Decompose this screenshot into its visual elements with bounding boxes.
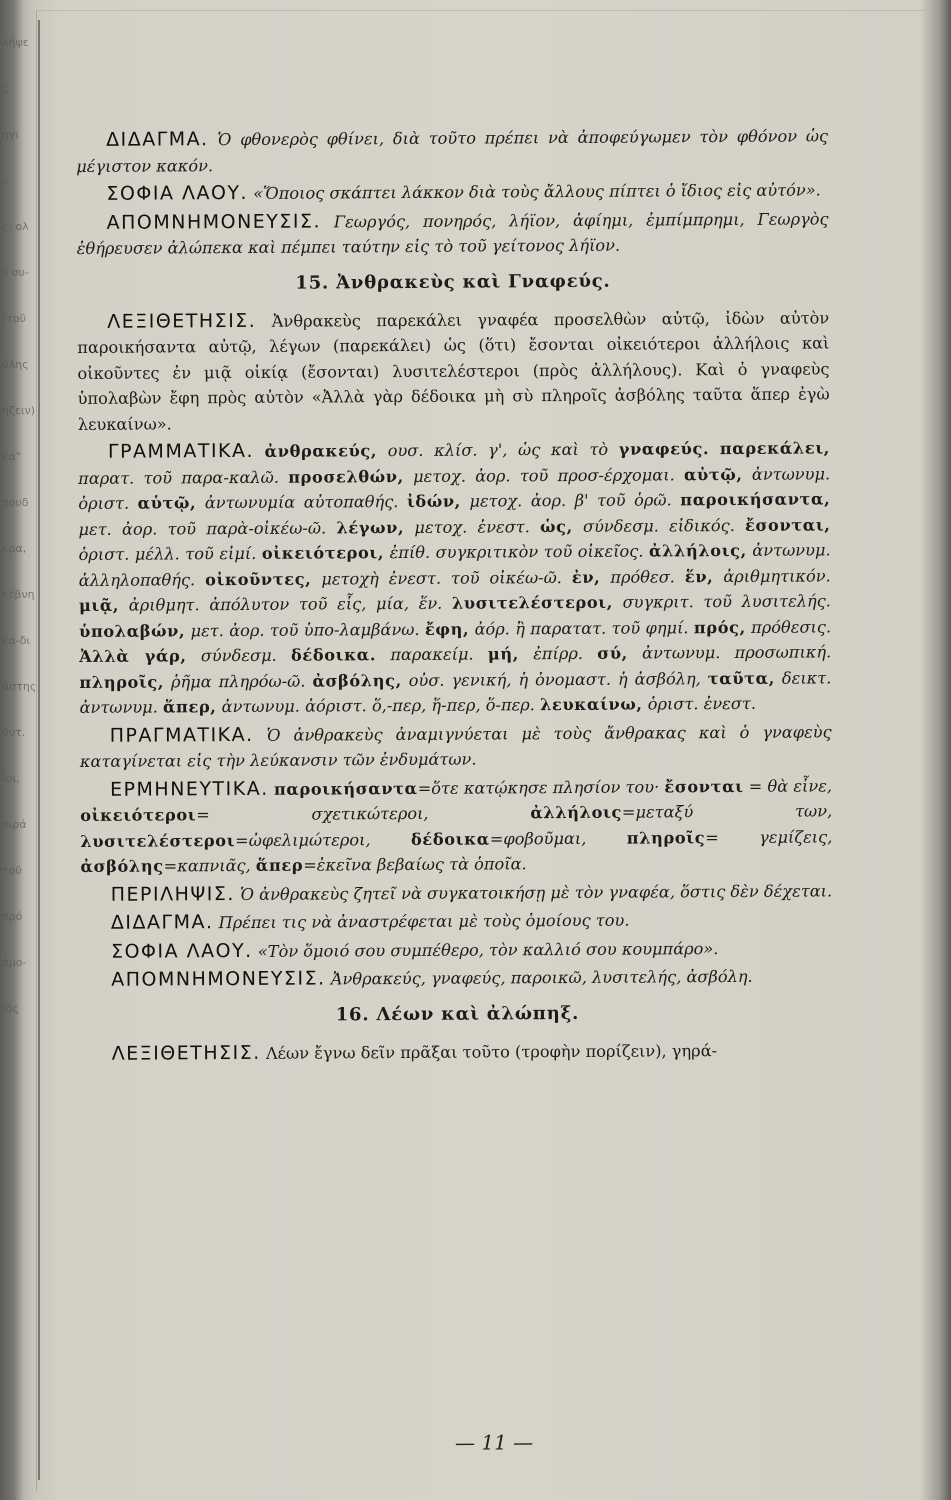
term: ὑπολαβών,: [79, 620, 186, 641]
term: ἐν,: [571, 567, 601, 587]
gloss: ὁριστ. μέλλ. τοῦ εἰμί.: [78, 543, 262, 564]
section-text: Ὁ ἀνθρακεὺς ζητεῖ νὰ συγκατοικήσῃ μὲ τὸν γναφέα, ὅστις δὲν δέχεται.: [240, 880, 833, 904]
gloss: ἀόρ. ἢ παρατατ. τοῦ φημί.: [469, 617, 694, 639]
section-text: Λέων ἔγνω δεῖν πρᾶξαι τοῦτο (τροφὴν πορίζειν), γηρά-: [265, 1040, 718, 1063]
section-text: «Τὸν ὅμοιό σου συμπέθερο, τὸν καλλιό σου κουμπάρο».: [257, 938, 719, 961]
gloss: ἀντωνυμ. ὁριστ.: [78, 463, 831, 513]
term: προσελθών,: [288, 466, 404, 487]
margin-fragment: ν συ-: [2, 266, 29, 279]
section-text: Ἀνθρακεὺς παρεκάλει γναφέα προσελθὼν αὐτῷ, ἰδὼν αὐτὸν παροικήσαντα αὐτῷ, λέγων (παρεκάλει) ὡς (ὅτι) ἔσονται οἰκειότεροι ἀλλήλοις καὶ οἰκοῦντες ἐν μιᾷ οἰκίᾳ (ἔσονται) λυσιτελέστεροι (πρὸς ἀλλήλους). Καὶ ὁ γναφεὺς ὑπολαβὼν ἔφη πρὸς αὐτὸν «Ἀλλὰ γὰρ δέδοικα μὴ σὺ πληροῖς ἀσβόλης ταῦτα ἅπερ ἐγὼ λευκαίνω».: [77, 307, 830, 434]
lexithetisis-16: [82, 1037, 834, 1067]
margin-fragment: ΐοι,: [2, 772, 20, 785]
section-label: ΣΟΦΙΑ ΛΑΟΥ.: [110, 939, 253, 963]
text-section: [81, 963, 833, 993]
lexithetisis-15: [77, 305, 830, 437]
margin-fragment: λήψε: [2, 36, 29, 49]
perilipsis-section: [81, 878, 833, 908]
term: λέγων,: [336, 517, 405, 537]
page-text: [76, 123, 834, 1455]
margin-fragment: ς, ολ: [2, 220, 29, 233]
term: λευκαίνω,: [539, 694, 643, 715]
fable-16-heading: 16. Λέων καὶ ἀλώπηξ.: [335, 1002, 580, 1025]
gloss: =ὅτε κατῴκησε πλησίον του·: [417, 776, 665, 798]
margin-fragment: ν: [2, 174, 9, 187]
gloss: =καπνιᾶς,: [163, 855, 256, 876]
gloss: μετοχ. ἐνεστ.: [404, 516, 541, 537]
section-label: ΔΙΔΑΓΜΑ.: [106, 128, 209, 151]
term: ἀλλήλοις,: [648, 540, 747, 561]
margin-fragment: πρό: [2, 910, 23, 923]
gloss: =μεταξύ των,: [621, 801, 833, 822]
section-label: ΔΙΔΑΓΜΑ.: [110, 911, 214, 934]
gloss: ουσ. κλίσ. γ', ὡς καὶ τὸ: [376, 439, 619, 461]
gloss: ἐπίρρ.: [518, 643, 598, 664]
page-number: — 11 —: [454, 1430, 534, 1455]
margin-fragment: κρα,: [2, 542, 27, 555]
term: πληροῖς,: [79, 671, 165, 692]
margin-fragment: ὁμο-: [2, 956, 27, 969]
gloss: ἀντωνυμία αὐτοπαθής.: [196, 491, 408, 513]
term: μιᾷ,: [78, 595, 120, 615]
term: οἰκειότεροι,: [261, 543, 385, 563]
term: γναφεύς.: [618, 439, 710, 459]
term: λυσιτελέστεροι: [80, 830, 236, 851]
section-text: Ὁ φθονερὸς φθίνει, διὰ τοῦτο πρέπει νὰ ἀποφεύγωμεν τὸν φθόνον ὡς μέγιστον κακόν.: [76, 126, 829, 176]
fable-15-heading: 15. Ἀνθρακεὺς καὶ Γναφεύς.: [295, 270, 611, 294]
section-label: ΛΕΞΙΘΕΤΗΣΙΣ.: [111, 1041, 261, 1065]
term: αὐτῷ,: [683, 464, 743, 484]
gloss: οὐσ. γενική, ἡ ὀνομαστ. ἡ ἀσβόλη,: [401, 668, 708, 690]
margin-fragment: θυτ.: [2, 726, 26, 739]
term: ἔσονται,: [744, 514, 831, 535]
margin-fragment: ήζειν): [2, 404, 36, 417]
closing-sections: [81, 906, 833, 993]
term: ἀλλήλοις: [530, 802, 622, 823]
gloss: ἀντωνυμ. ἀλληλοπαθής.: [78, 540, 831, 590]
margin-fragment: κα-δι: [2, 634, 31, 647]
term: σύ,: [597, 643, 628, 663]
gloss: συγκριτ. τοῦ λυσιτελής.: [612, 591, 831, 612]
term: ἔφη,: [424, 619, 470, 639]
margin-fragment: ἰός: [2, 1002, 19, 1015]
term: οἰκειότεροι: [80, 805, 197, 825]
gloss: ἀριθμητ. ἀπόλυτον τοῦ εἷς, μία, ἕν.: [119, 593, 452, 615]
term: ὡς,: [540, 516, 573, 536]
term: ἔσονται: [664, 776, 744, 796]
pragmatika-section: [80, 719, 832, 775]
section-text: Ἀνθρακεύς, γναφεύς, παροικῶ, λυσιτελής, ἀσβόλη.: [330, 966, 753, 989]
margin-fragment: όλης: [2, 358, 29, 371]
term: αὑτῷ,: [137, 493, 197, 513]
gloss: παρατ. τοῦ παρα-καλῶ.: [78, 467, 289, 488]
text-section: [76, 123, 828, 179]
margin-fragment: ς: [2, 82, 9, 95]
gloss: = σχετικώτεροι,: [196, 803, 531, 825]
section-label: ΑΠΟΜΝΗΜΟΝΕΥΣΙΣ.: [106, 210, 322, 234]
term: λυσιτελέστεροι,: [451, 592, 613, 613]
gloss: [709, 439, 720, 458]
gloss: μετοχ. ἀορ. β' τοῦ ὁρῶ.: [460, 490, 681, 511]
gloss: σύνδεσμ. εἰδικός.: [572, 515, 746, 536]
gloss: σύνδεσμ.: [186, 645, 292, 666]
term: παροικήσαντα: [273, 778, 418, 799]
text-section: [77, 206, 829, 262]
gloss: =ἐκεῖνα βεβαίως τὰ ὁποῖα.: [303, 854, 527, 875]
gloss: = γεμίζεις,: [705, 826, 833, 847]
gloss: πρόθεσις.: [745, 616, 832, 637]
gloss: = θὰ εἶνε,: [743, 775, 833, 796]
gloss: μετ. ἀορ. τοῦ ὑπο-λαμβάνω.: [185, 619, 425, 640]
term: ἀσβόλης: [80, 856, 164, 876]
term: μή,: [487, 644, 519, 664]
term: παροικήσαντα,: [680, 489, 831, 510]
text-section: [76, 177, 828, 207]
margin-fragment: κέβνη: [2, 588, 35, 601]
term: οἰκοῦντες,: [205, 569, 312, 589]
adjacent-page-edge: [0, 20, 40, 1480]
gloss: ἐπίθ. συγκριτικὸν τοῦ οἰκεῖος.: [384, 541, 650, 563]
section-label: ΓΡΑΜΜΑΤΙΚΑ.: [107, 439, 255, 463]
term: ταῦτα,: [707, 668, 775, 688]
section-text: Γεωργός, πονηρός, λήϊον, ἀφίημι, ἐμπίμπρημι, Γεωργὸς ἐθήρευσεν ἀλώπεκα καὶ πέμπει ταύτην εἰς τὸ τοῦ γείτονος λήϊον.: [76, 208, 829, 258]
section-label: ΑΠΟΜΝΗΜΟΝΕΥΣΙΣ.: [111, 967, 326, 991]
section-label: ΠΕΡΙΛΗΨΙΣ.: [110, 882, 235, 906]
gloss: δεικτ. ἀντωνυμ.: [79, 667, 832, 717]
gloss: ὁριστ. ἐνεστ.: [642, 693, 757, 714]
term: ἰδών,: [406, 491, 461, 511]
section-text: Πρέπει τις νὰ ἀναστρέφεται μὲ τοὺς ὁμοίους του.: [218, 910, 630, 933]
term: δέδοικα: [410, 828, 490, 849]
gloss: ἀριθμητικόν.: [713, 565, 831, 586]
gloss: ἀντωνυμ. προσωπική.: [627, 642, 832, 663]
text-section: [81, 935, 833, 965]
margin-fragment: τοῦ: [2, 864, 22, 877]
margin-fragment: ηγι: [2, 128, 20, 141]
term: πληροῖς: [626, 827, 706, 848]
margin-fragment: ἀστης: [2, 680, 37, 693]
gloss: ῥῆμα πληρόω-ῶ.: [163, 671, 313, 691]
section-text: «Ὅποιος σκάπτει λάκκον διὰ τοὺς ἄλλους πίπτει ὁ ἴδιος εἰς αὐτόν».: [253, 180, 821, 203]
gloss: πρόθεσ.: [600, 566, 685, 587]
term: ἅπερ,: [162, 697, 217, 717]
grammatika-section: [78, 435, 832, 720]
margin-fragment: (τοῦ: [2, 312, 27, 325]
ermineutika-section: [80, 773, 833, 880]
section-label: ΣΟΦΙΑ ΛΑΟΥ.: [106, 181, 249, 205]
term: πρός,: [693, 617, 746, 637]
term: παρεκάλει,: [719, 438, 831, 459]
term: ἅπερ: [255, 855, 304, 875]
gloss: ἀντωνυμ. ἀόριστ. ὅ,-περ, ἥ-περ, ὅ-περ.: [216, 695, 541, 717]
gloss: παρακείμ.: [376, 644, 488, 665]
section-text: Ὁ ἀνθρακεὺς ἀναμιγνύεται μὲ τοὺς ἄνθρακας καὶ ὁ γναφεὺς καταγίνεται εἰς τὴν λεύκανσιν τῶν ἐνδυμάτων.: [79, 721, 832, 771]
section-label: ΠΡΑΓΜΑΤΙΚΑ.: [109, 723, 254, 747]
term: ἕν,: [684, 566, 714, 586]
section-label: ΛΕΞΙΘΕΤΗΣΙΣ.: [107, 309, 257, 333]
term: Ἀλλὰ γάρ,: [79, 646, 187, 666]
intro-sections: [76, 123, 829, 261]
margin-fragment: κα": [2, 450, 21, 463]
term: ἀνθρακεύς,: [264, 441, 378, 461]
gloss: μετ. ἀορ. τοῦ παρὰ-οἰκέω-ῶ.: [78, 517, 337, 539]
margin-fragment: πιρά: [2, 818, 27, 831]
term: ἀσβόλης,: [312, 670, 402, 691]
text-section: [81, 906, 833, 936]
gloss: μετοχ. ἀορ. τοῦ προσ-έρχομαι.: [403, 464, 685, 486]
section-label: ΕΡΜΗΝΕΥΤΙΚΑ.: [109, 777, 269, 801]
gloss: μετοχὴ ἐνεστ. τοῦ οἰκέω-ῶ.: [311, 567, 572, 589]
gloss: =φοβοῦμαι,: [489, 828, 627, 848]
term: δέδοικα.: [290, 645, 377, 665]
gloss: =ὠφελιμώτεροι,: [235, 829, 412, 850]
margin-fragment: πουδ: [2, 496, 29, 509]
